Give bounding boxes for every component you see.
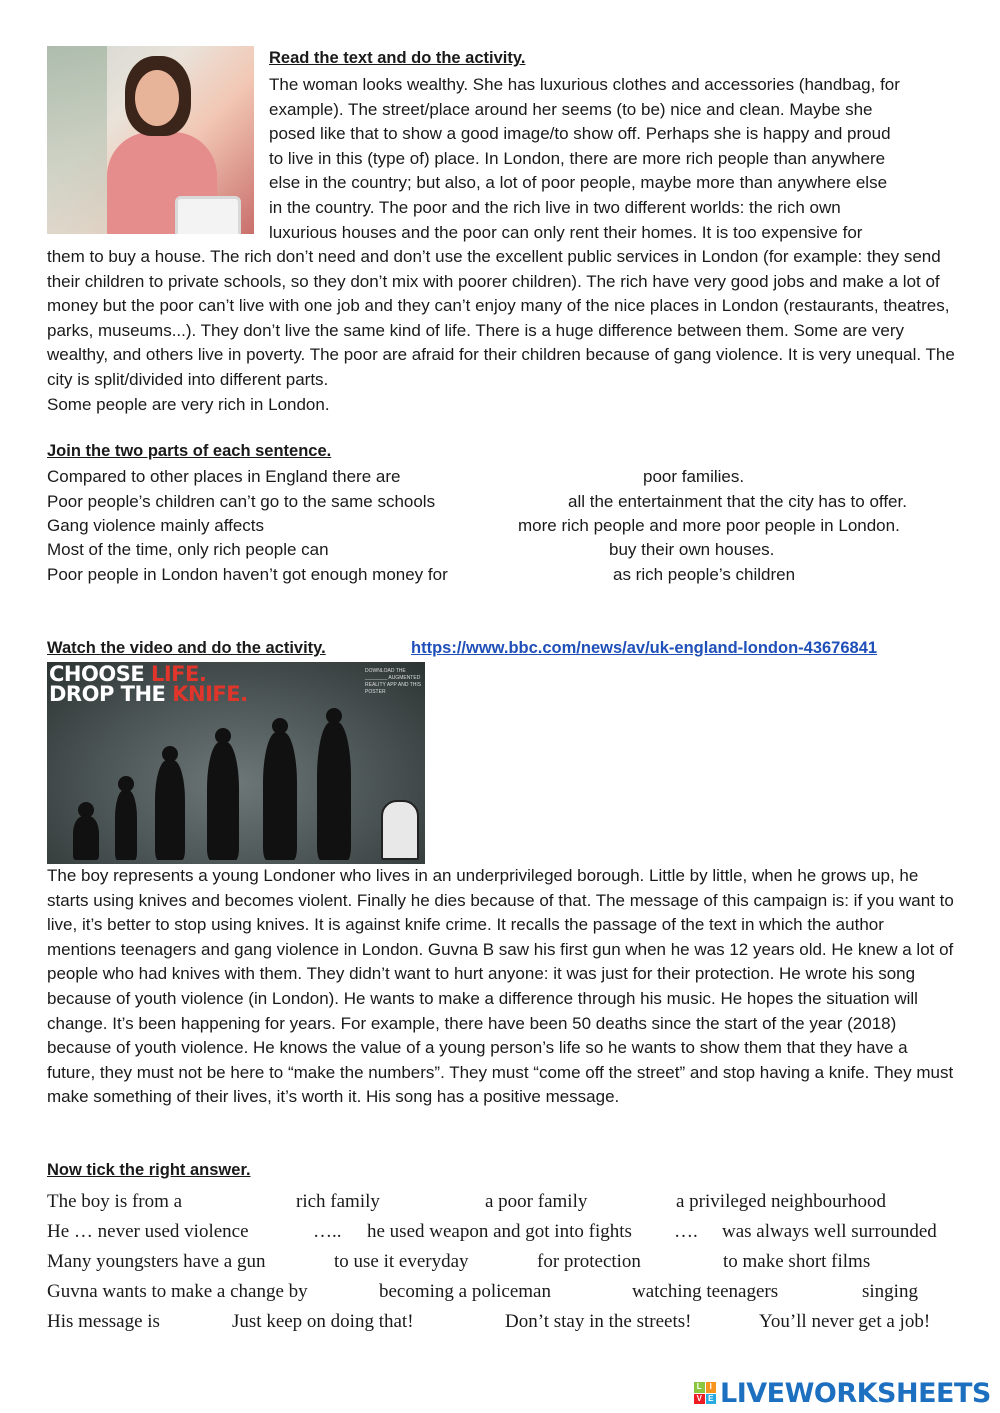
- intro-last-line: Some people are very rich in London.: [47, 395, 330, 414]
- teen-figure-icon: [207, 742, 239, 860]
- section-heading-join: Join the two parts of each sentence.: [47, 442, 332, 460]
- question-stem: The boy is from a: [47, 1191, 183, 1212]
- match-right-item[interactable]: buy their own houses.: [609, 540, 775, 559]
- match-left-item[interactable]: Poor people’s children can’t go to the same schools: [47, 492, 436, 511]
- match-right-item[interactable]: more rich people and more poor people in London.: [518, 516, 900, 535]
- man-figure-icon: [317, 722, 351, 860]
- text-line: to live in this (type of) place. In London, there are more rich people than anywhere: [269, 148, 886, 168]
- answer-option[interactable]: he used weapon and got into fights: [367, 1221, 632, 1242]
- video-paragraph: The boy represents a young Londoner who lives in an underprivileged borough. Little by little, when he grows up, he starts using knives and becomes violent. Finally he dies because of that. The message of this campaign is: if you want to live, it’s better to stop using knives. It is against knife crime. It recalls the passage of the text in which the author mentions teenagers and gang violence in London. Guvna B saw his first gun when he was 12 years old. He knew a lot of people who had knives with them. They didn’t want to hurt anyone: it was just for their protection. He wrote his song because of youth violence (in London). He wants to make a difference through his music. He hopes the situation will change. It’s been happening for years. For example, there have been 50 deaths since the start of the year (2018) because of youth violence. He knows the value of a young person’s life so he wants to show them that they have a future, they must not be here to “make the numbers”. They must “come off the street” and stop having a knife. They must make something of their lives, it’s worth it. His song has a positive message.: [47, 866, 954, 1107]
- section-heading-watch: Watch the video and do the activity.: [47, 639, 326, 657]
- answer-option[interactable]: for protection: [537, 1251, 641, 1272]
- option-separator: …..: [313, 1221, 342, 1242]
- text-line: The woman looks wealthy. She has luxurious clothes and accessories (handbag, for: [269, 75, 900, 94]
- logo-wordmark: LIVEWORKSHEETS: [720, 1378, 991, 1409]
- match-left-item[interactable]: Most of the time, only rich people can: [47, 540, 329, 559]
- answer-option[interactable]: to make short films: [723, 1251, 871, 1272]
- intro-paragraph: them to buy a house. The rich don’t need and don’t use the excellent public services in London (for example: they send their children to private schools, so they don’t mix with poorer children). The rich have very good jobs and make a lot of money but the poor can’t live with one job and they can’t enjoy many of the nice places in London (restaurants, theatres, parks, museums...). They don’t live the same kind of life. There is a huge difference between them. Some are very wealthy, and others live in poverty. The poor are afraid for their children because of gang violence. It is very unequal. The city is split/divided into different parts.: [47, 247, 955, 389]
- question-stem: Many youngsters have a gun: [47, 1251, 266, 1272]
- text-line: example). The street/place around her seems (to be) nice and clean. Maybe she: [269, 99, 873, 119]
- match-left-item[interactable]: Poor people in London haven’t got enough money for: [47, 565, 448, 584]
- handbag-icon: [175, 196, 241, 234]
- young-man-figure-icon: [263, 732, 297, 860]
- answer-option[interactable]: rich family: [296, 1191, 380, 1212]
- child-figure-icon: [73, 816, 99, 860]
- text-line: posed like that to show a good image/to show off. Perhaps she is happy and proud: [269, 124, 891, 144]
- live-blocks-icon: L I V E: [694, 1382, 716, 1404]
- video-link[interactable]: https://www.bbc.com/news/av/uk-england-london-43676841: [411, 639, 878, 657]
- poster-line-1: CHOOSE LIFE.: [49, 662, 207, 686]
- answer-option[interactable]: Don’t stay in the streets!: [505, 1311, 692, 1332]
- boy-figure-icon: [115, 790, 137, 860]
- text-line: luxurious houses and the poor can only rent their homes. It is too expensive for: [269, 222, 863, 242]
- answer-option[interactable]: He … never used violence: [47, 1221, 249, 1242]
- match-right-item[interactable]: all the entertainment that the city has to offer.: [568, 492, 907, 511]
- match-right-item[interactable]: poor families.: [643, 467, 745, 486]
- answer-option[interactable]: a poor family: [485, 1191, 588, 1212]
- answer-option[interactable]: You’ll never get a job!: [759, 1311, 931, 1332]
- text-line: else in the country; but also, a lot of poor people, maybe more than anywhere else: [269, 173, 888, 193]
- teen-figure-icon: [155, 760, 185, 860]
- answer-option[interactable]: Just keep on doing that!: [232, 1311, 414, 1332]
- match-left-item[interactable]: Compared to other places in England there are: [47, 467, 401, 486]
- answer-option[interactable]: watching teenagers: [632, 1281, 779, 1302]
- section-heading-read: Read the text and do the activity.: [269, 49, 526, 67]
- answer-option[interactable]: singing: [862, 1281, 918, 1302]
- option-separator: ….: [674, 1221, 698, 1242]
- poster-line-2: DROP THE KNIFE.: [49, 682, 248, 706]
- answer-option[interactable]: to use it everyday: [334, 1251, 469, 1272]
- match-right-item[interactable]: as rich people’s children: [613, 565, 796, 584]
- question-stem: Guvna wants to make a change by: [47, 1281, 308, 1302]
- match-left-item[interactable]: Gang violence mainly affects: [47, 516, 265, 535]
- poster-small-print: DOWNLOAD THE ________ AUGMENTED REALITY APP AND THIS POSTER: [365, 668, 422, 695]
- answer-option[interactable]: was always well surrounded: [722, 1221, 937, 1242]
- gravestone-icon: [381, 800, 419, 860]
- text-line: in the country. The poor and the rich live in two different worlds: the rich own: [269, 198, 841, 217]
- answer-option[interactable]: a privileged neighbourhood: [676, 1191, 887, 1212]
- knife-campaign-poster: [47, 662, 425, 864]
- section-heading-tick: Now tick the right answer.: [47, 1161, 251, 1179]
- answer-option[interactable]: becoming a policeman: [379, 1281, 551, 1302]
- question-stem: His message is: [47, 1311, 160, 1332]
- woman-photo: [47, 46, 254, 234]
